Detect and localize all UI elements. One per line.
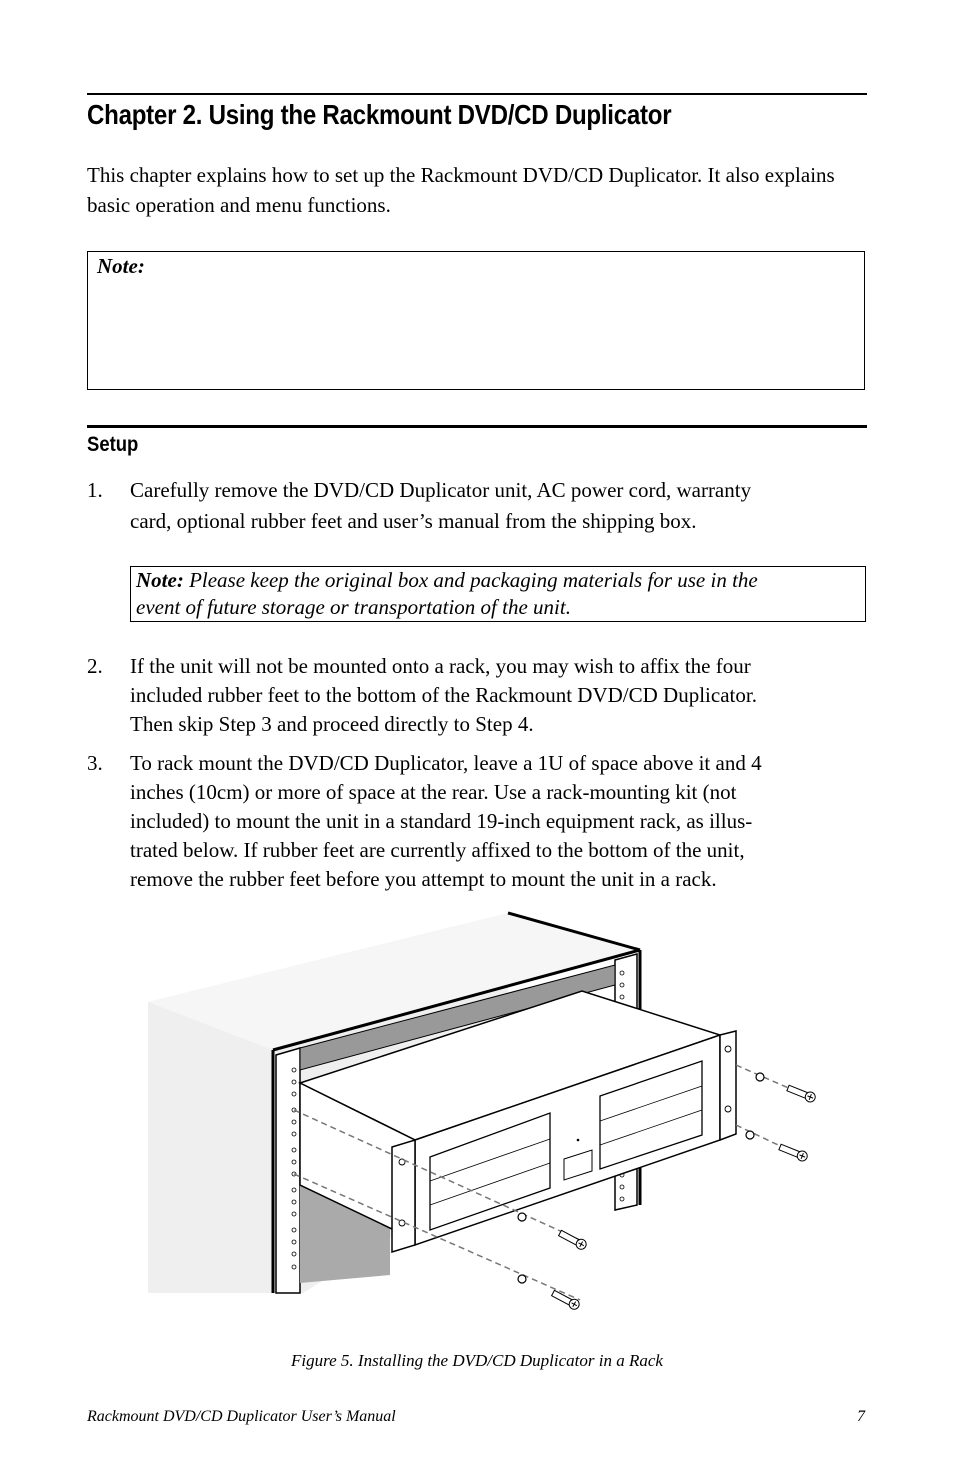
setup-heading: Setup — [87, 433, 139, 456]
step-number: 1. — [87, 478, 103, 502]
note-label: Note: — [97, 254, 145, 278]
step-line: To rack mount the DVD/CD Duplicator, leave a 1U of space above it and 4 — [130, 751, 762, 775]
step-line: Then skip Step 3 and proceed directly to Step 4. — [130, 712, 534, 736]
footer-page-number: 7 — [857, 1408, 865, 1425]
setup-top-rule — [87, 425, 867, 428]
intro-paragraph: This chapter explains how to set up the Rackmount DVD/CD Duplicator. It also explains basic operation and menu functions. — [87, 163, 835, 217]
chapter-top-rule — [87, 93, 867, 95]
step-line: Carefully remove the DVD/CD Duplicator unit, AC power cord, warranty — [130, 478, 752, 502]
step-line: remove the rubber feet before you attempt to mount the unit in a rack. — [130, 867, 717, 891]
setup-note-text-2: event of future storage or transportation of the unit. — [136, 595, 571, 619]
step-line: inches (10cm) or more of space at the rear. Use a rack-mounting kit (not — [130, 780, 737, 804]
rack-install-illustration — [140, 905, 830, 1325]
setup-note-box — [130, 566, 866, 622]
left-rack-rail — [276, 1048, 300, 1293]
power-led-icon — [577, 1139, 580, 1142]
footer-manual-title: Rackmount DVD/CD Duplicator User’s Manual — [87, 1408, 396, 1425]
chapter-title: Chapter 2. Using the Rackmount DVD/CD Duplicator — [87, 99, 672, 130]
step-line: trated below. If rubber feet are currently affixed to the bottom of the unit, — [130, 838, 745, 862]
step-number: 3. — [87, 751, 103, 775]
setup-note-label: Note: — [136, 568, 184, 592]
step-line: included) to mount the unit in a standard 19-inch equipment rack, as illus- — [130, 809, 753, 833]
step-line: card, optional rubber feet and user’s manual from the shipping box. — [130, 509, 697, 533]
figure-caption: Figure 5. Installing the DVD/CD Duplicator in a Rack — [291, 1351, 663, 1370]
step-line: included rubber feet to the bottom of the Rackmount DVD/CD Duplicator. — [130, 683, 757, 707]
step-line: If the unit will not be mounted onto a rack, you may wish to affix the four — [130, 654, 751, 678]
setup-note-text-1: Please keep the original box and packaging materials for use in the — [183, 568, 758, 592]
note-box-empty — [87, 251, 865, 390]
step-number: 2. — [87, 654, 103, 678]
